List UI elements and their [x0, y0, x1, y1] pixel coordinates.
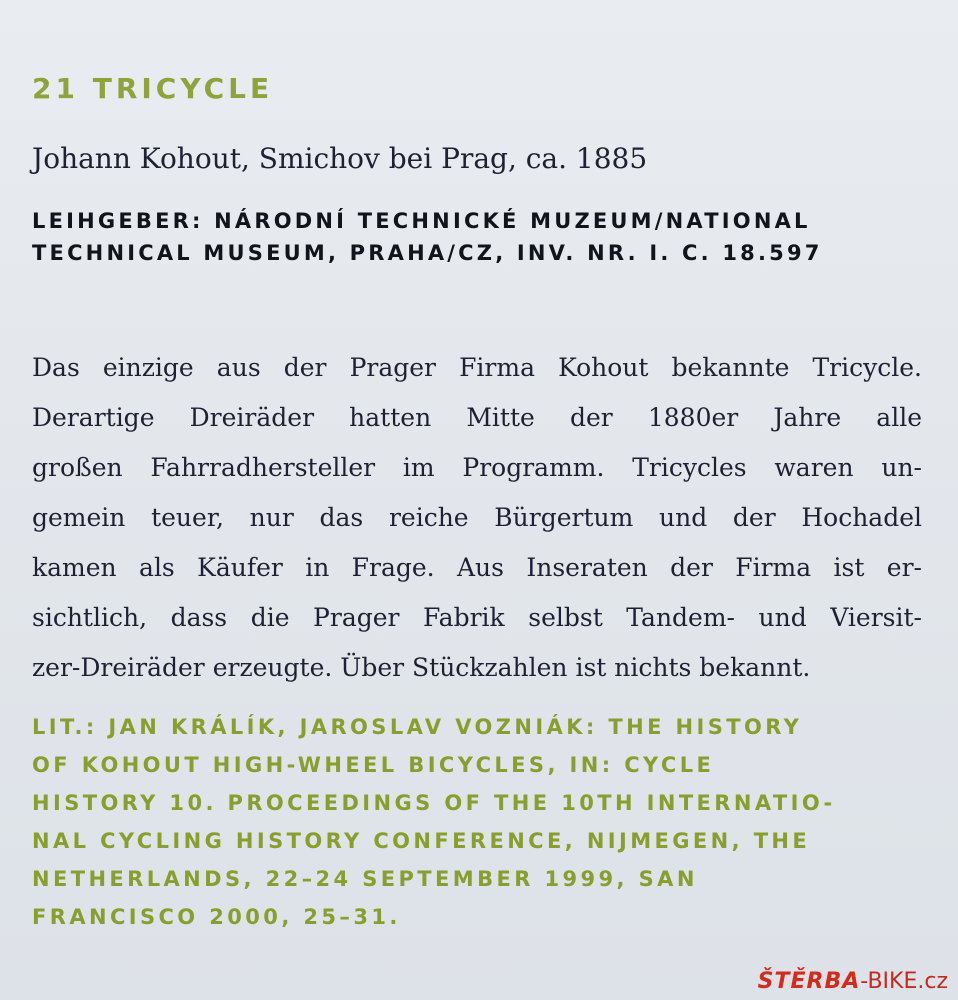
watermark-domain: -BIKE.cz: [860, 969, 948, 994]
lender-credit: [32, 205, 932, 269]
literature-line: FRANCISCO 2000, 25–31.: [32, 905, 401, 929]
description-line: zer-Dreiräder erzeugte. Über Stückzahlen ist nichts bekannt.: [32, 653, 811, 682]
description-line: großen Fahrradhersteller im Programm. Tricycles waren un-: [32, 453, 922, 482]
exhibit-title: 21 TRICYCLE: [32, 72, 274, 105]
watermark-brand: ŠTĚRBA: [757, 969, 861, 994]
lender-line: LEIHGEBER: NÁRODNÍ TECHNICKÉ MUZEUM/NATIONAL: [32, 209, 811, 233]
lender-line: TECHNICAL MUSEUM, PRAHA/CZ, INV. NR. I. C. 18.597: [32, 241, 823, 265]
description-line: kamen als Käufer in Frage. Aus Inseraten der Firma ist er-: [32, 553, 922, 582]
literature-line: OF KOHOUT HIGH-WHEEL BICYCLES, IN: CYCLE: [32, 753, 715, 777]
description-line: Derartige Dreiräder hatten Mitte der 1880er Jahre alle: [32, 403, 922, 432]
description-line: gemein teuer, nur das reiche Bürgertum und der Hochadel: [32, 503, 922, 532]
description-line: sichtlich, dass die Prager Fabrik selbst Tandem- und Viersit-: [32, 603, 922, 632]
description-line: Das einzige aus der Prager Firma Kohout bekannte Tricycle.: [32, 353, 922, 382]
literature-line: NAL CYCLING HISTORY CONFERENCE, NIJMEGEN, THE: [32, 829, 811, 853]
literature-reference: [32, 708, 932, 936]
literature-line: HISTORY 10. PROCEEDINGS OF THE 10TH INTERNATIO-: [32, 791, 836, 815]
literature-line: NETHERLANDS, 22–24 SEPTEMBER 1999, SAN: [32, 867, 698, 891]
description-paragraph: [32, 343, 922, 693]
site-watermark: [758, 969, 948, 994]
maker-line: Johann Kohout, Smichov bei Prag, ca. 1885: [32, 142, 648, 175]
literature-line: LIT.: JAN KRÁLÍK, JAROSLAV VOZNIÁK: THE HISTORY: [32, 715, 803, 739]
